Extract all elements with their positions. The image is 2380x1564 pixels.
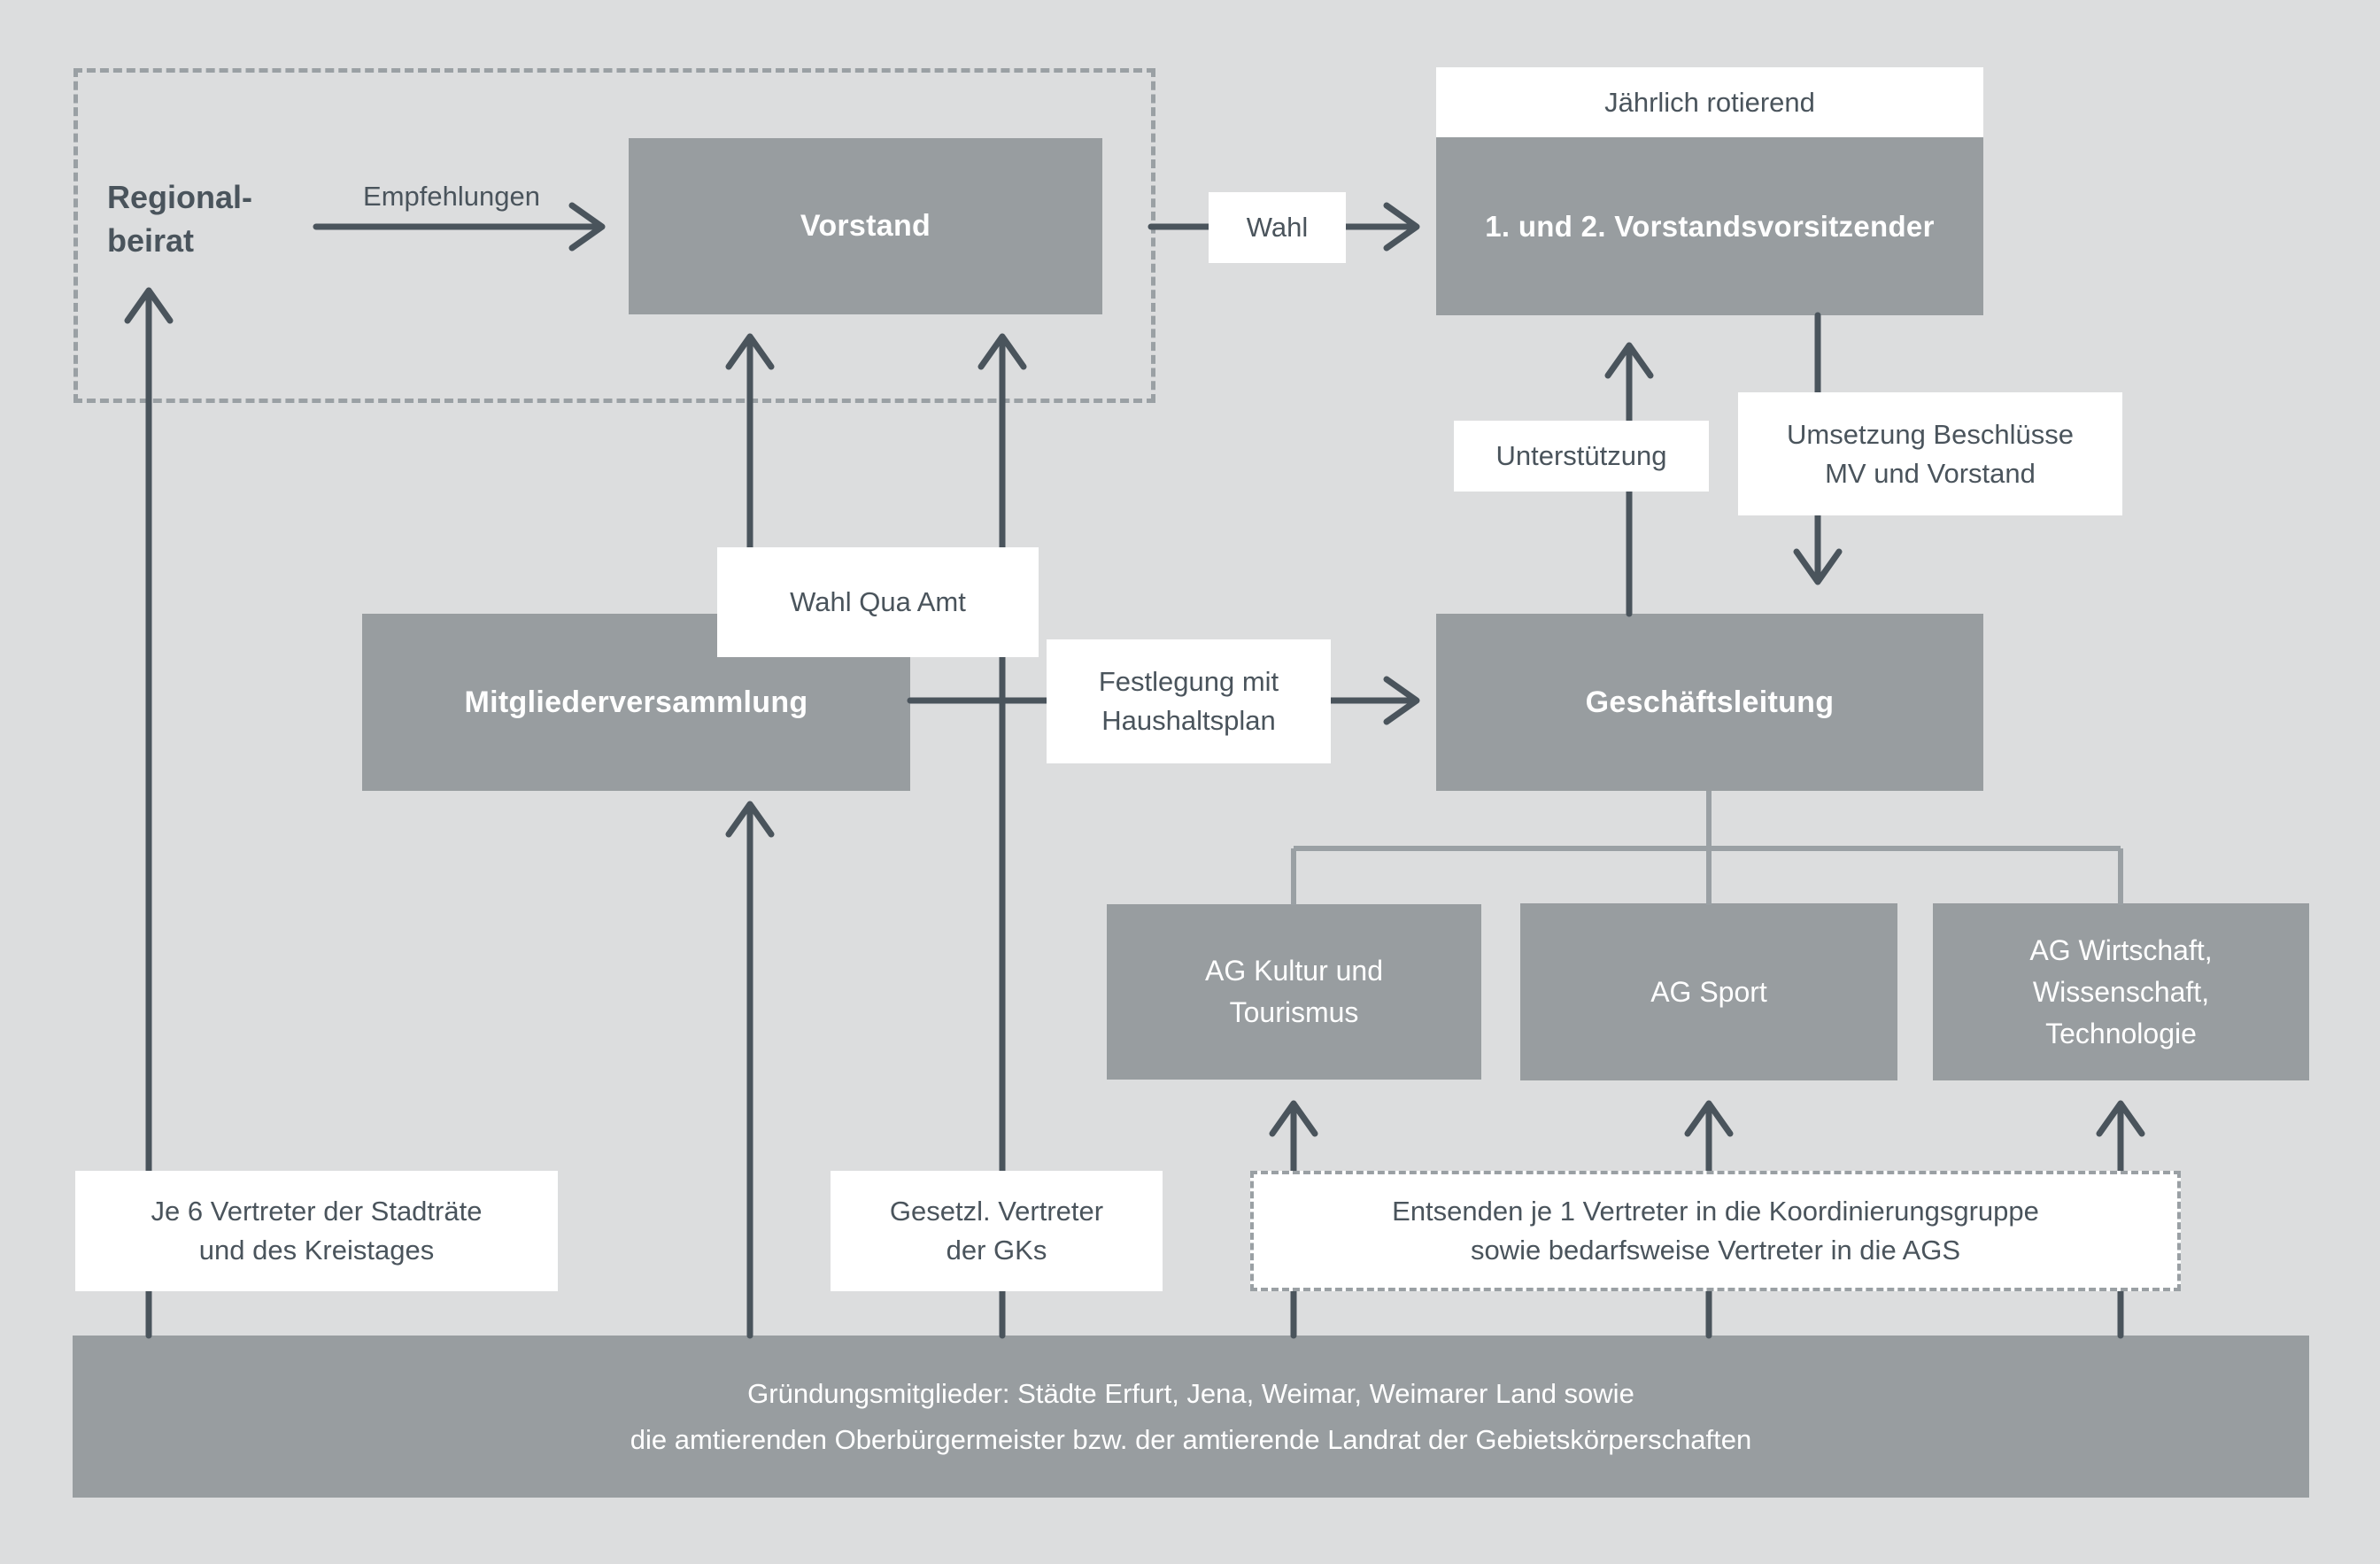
empfehlungen-text: Empfehlungen [363,181,540,212]
entsenden-edge-label [1250,1171,2181,1291]
geschaeftsleitung-ag-bracket-connector [1294,791,2121,905]
wahl-qua-amt-text: Wahl Qua Amt [790,586,966,617]
jaehrlich-rotierend-note [1436,67,1983,137]
bottom-to-mv-arrow [729,804,771,1336]
node-geschaeftsleitung [1436,614,1983,791]
node-ag-sport [1520,903,1897,1080]
node-ag-wirtschaft [1933,903,2309,1080]
node-vorstandsvorsitzender-label: 1. und 2. Vorstandsvorsitzender [1485,209,1935,243]
umsetzung-edge-label [1738,392,2122,515]
ag-wirtschaft-line3: Technologie [2045,1017,2197,1049]
gesetzl-vertreter-edge-label [831,1171,1163,1291]
festlegung-line1: Festlegung mit [1098,666,1279,697]
regionalbeirat-line2: beirat [107,222,195,259]
je6-line1: Je 6 Vertreter der Stadträte [151,1196,483,1227]
je6-line2: und des Kreistages [198,1235,435,1266]
ag-wirtschaft-line1: AG Wirtschaft, [2029,933,2213,966]
node-vorstandsvorsitzender [1436,137,1983,315]
node-ag-kultur-tourismus [1107,904,1481,1080]
wahl-text: Wahl [1246,212,1309,243]
node-geschaeftsleitung-label: Geschäftsleitung [1585,685,1835,719]
gesetzl-line2: der GKs [946,1235,1047,1266]
festlegung-line2: Haushaltsplan [1101,705,1276,736]
festlegung-edge-label [1047,639,1331,763]
entsenden-line2: sowie bedarfsweise Vertreter in die AGS [1470,1235,1961,1266]
entsenden-line1: Entsenden je 1 Vertreter in die Koordinierungsgruppe [1392,1196,2039,1227]
node-vorstand [629,138,1102,314]
regionalbeirat-line1: Regional- [107,179,253,215]
ag-sport-label: AG Sport [1650,975,1767,1008]
unterstuetzung-edge-label [1454,421,1709,492]
gruendung-line2: die amtierenden Oberbürgermeister bzw. der amtierende Landrat der Gebietskörperschaften [630,1423,1752,1455]
umsetzung-line1: Umsetzung Beschlüsse [1787,418,2074,450]
unterstuetzung-text: Unterstützung [1495,440,1667,471]
ag-kultur-line1: AG Kultur und [1205,955,1383,987]
node-vorstand-label: Vorstand [800,209,931,243]
node-gruendungsmitglieder [73,1336,2309,1498]
wahl-qua-amt-edge-label [717,547,1039,657]
empfehlungen-edge-label [316,174,587,220]
je6-vertreter-edge-label [75,1171,558,1291]
gesetzl-line1: Gesetzl. Vertreter [889,1196,1104,1227]
ag-wirtschaft-line2: Wissenschaft, [2032,975,2210,1008]
ag-kultur-line2: Tourismus [1229,996,1359,1028]
node-mitgliederversammlung-label: Mitgliederversammlung [464,685,808,719]
wahl-edge-label [1209,192,1346,263]
umsetzung-line2: MV und Vorstand [1825,457,2036,489]
gruendung-line1: Gründungsmitglieder: Städte Erfurt, Jena, Weimar, Weimarer Land sowie [747,1377,1634,1409]
jaehrlich-rotierend-text: Jährlich rotierend [1604,86,1815,118]
